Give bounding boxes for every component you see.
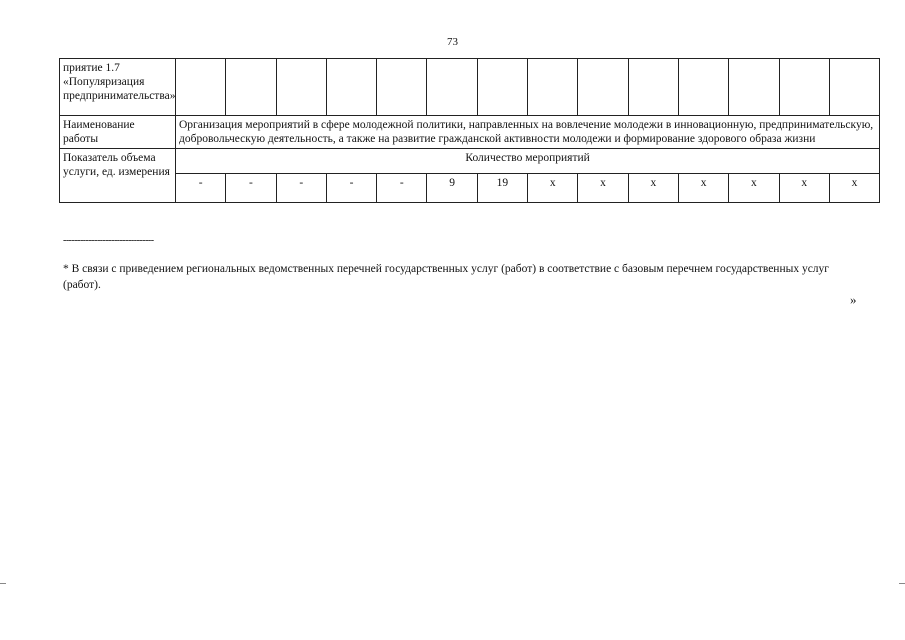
- right-edge-mark: [899, 583, 905, 584]
- empty-cell: [678, 59, 728, 116]
- value-cell: x: [528, 174, 578, 203]
- indicator-unit: Количество мероприятий: [176, 149, 880, 174]
- value-cell: -: [226, 174, 276, 203]
- page-number: 73: [447, 36, 458, 48]
- value-cell: -: [326, 174, 376, 203]
- value-cell: -: [176, 174, 226, 203]
- empty-cell: [276, 59, 326, 116]
- empty-cell: [729, 59, 779, 116]
- empty-cell: [628, 59, 678, 116]
- services-table: [59, 58, 880, 203]
- work-name-label: Наименование работы: [60, 116, 176, 149]
- value-cell: -: [377, 174, 427, 203]
- empty-cell: [176, 59, 226, 116]
- empty-cell: [427, 59, 477, 116]
- empty-cell: [779, 59, 829, 116]
- value-cell: x: [578, 174, 628, 203]
- value-cell: 19: [477, 174, 527, 203]
- activity-row: [60, 59, 880, 116]
- footnote-text: * В связи с приведением региональных ведомственных перечней государственных услуг (работ) в соответствие с базовым перечнем государственных услуг (работ).: [63, 263, 830, 291]
- value-cell: x: [779, 174, 829, 203]
- indicator-unit-row: [60, 149, 880, 174]
- empty-cell: [528, 59, 578, 116]
- value-cell: x: [628, 174, 678, 203]
- work-name-value: Организация мероприятий в сфере молодежной политики, направленных на вовлечение молодежи в инновационную, предпринимательскую, добровольческую деятельность, а также на развитие гражданской активности молодежи и формирование здорового образа жизни: [176, 116, 880, 149]
- activity-label: приятие 1.7 «Популяризация предпринимательства»: [60, 59, 176, 116]
- closing-quote: »: [850, 292, 857, 307]
- value-cell: x: [829, 174, 879, 203]
- empty-cell: [226, 59, 276, 116]
- left-edge-mark: [0, 583, 6, 584]
- value-cell: -: [276, 174, 326, 203]
- empty-cell: [829, 59, 879, 116]
- value-cell: x: [678, 174, 728, 203]
- empty-cell: [377, 59, 427, 116]
- indicator-label: Показатель объема услуги, ед. измерения: [60, 149, 176, 203]
- empty-cell: [578, 59, 628, 116]
- value-cell: x: [729, 174, 779, 203]
- value-cell: 9: [427, 174, 477, 203]
- work-name-row: [60, 116, 880, 149]
- empty-cell: [326, 59, 376, 116]
- indicator-values-row: [60, 174, 880, 203]
- empty-cell: [477, 59, 527, 116]
- footnote-separator: --------------------------------: [63, 235, 154, 246]
